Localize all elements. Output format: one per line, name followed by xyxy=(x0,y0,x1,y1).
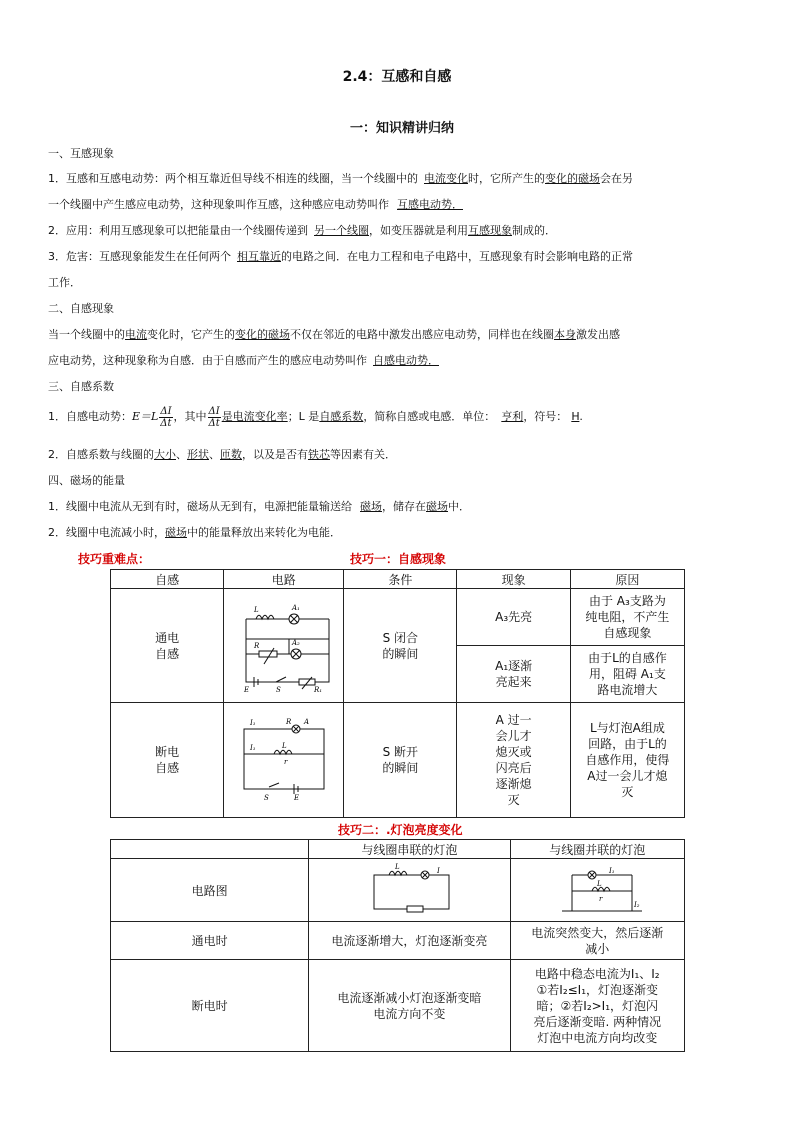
label-S: S xyxy=(275,686,281,694)
s4-heading: 四、磁场的能量 xyxy=(48,474,125,487)
s1-paragraph-1-cont: 一个线圈中产生感应电动势，这种现象叫作互感，这种感应电动势叫作 互感电动势． xyxy=(48,198,463,211)
row3-series: 电流逐渐减小灯泡逐渐变暗 电流方向不变 xyxy=(309,960,510,1052)
table2-header-row xyxy=(111,840,685,859)
off-phenomenon: A 过一 会儿才 熄灭或 闪亮后 逐渐熄 灭 xyxy=(457,703,570,818)
row2-parallel: 电流突然变大，然后逐渐 减小 xyxy=(510,922,684,960)
table1-header: 现象 xyxy=(457,570,570,589)
s2-line-1: 当一个线圈中的电流变化时，它产生的变化的磁场不仅在邻近的电路中激发出感应电动势，同样也在线圈本身激发出感 xyxy=(48,328,620,341)
on-reason-1: 由于 A₃支路为 纯电阻，不产生 自感现象 xyxy=(570,589,684,646)
on-phenomenon-2: A₁逐渐 亮起来 xyxy=(457,646,570,703)
label-R: R xyxy=(253,642,260,650)
off-label: 断电 自感 xyxy=(111,703,224,818)
table1-header: 条件 xyxy=(344,570,457,589)
s4-paragraph-2: 2．线圈中电流减小时，磁场中的能量释放出来转化为电能． xyxy=(48,526,341,539)
tip2-label: 技巧二：.灯泡亮度变化 xyxy=(338,823,463,837)
label-r: r xyxy=(599,894,603,903)
off-reason: L与灯泡A组成 回路，由于L的 自感作用，使得 A过一会儿才熄 灭 xyxy=(570,703,684,818)
table2-row xyxy=(111,859,685,922)
row2-series: 电流逐渐增大，灯泡逐渐变亮 xyxy=(309,922,510,960)
table1-row xyxy=(111,703,685,818)
bulb-brightness-table xyxy=(110,839,685,1052)
label-L: L xyxy=(395,862,400,871)
on-label: 通电 自感 xyxy=(111,589,224,703)
s1-paragraph-1: 1．互感和互感电动势：两个相互靠近但导线不相连的线圈，当一个线圈中的 电流变化时，它所产生的变化的磁场会在另 xyxy=(48,172,633,185)
s4-paragraph-1: 1．线圈中电流从无到有时，磁场从无到有，电源把能量输送给 磁场，储存在磁场中． xyxy=(48,500,470,513)
s1-paragraph-3-cont: 工作． xyxy=(48,276,81,289)
on-condition: S 闭合 的瞬间 xyxy=(344,589,457,703)
label-R1: R₁ xyxy=(313,686,322,694)
on-reason-2: 由于L的自感作 用，阻碍 A₁支 路电流增大 xyxy=(570,646,684,703)
table2-header: 与线圈并联的灯泡 xyxy=(510,840,684,859)
label-I1: I₁ xyxy=(249,718,256,727)
label-A1: A₁ xyxy=(291,604,300,612)
page-title: 2.4：互感和自感 xyxy=(342,69,452,85)
label-E: E xyxy=(293,793,299,802)
label-I2: I₂ xyxy=(634,900,640,909)
label-I: I xyxy=(437,866,441,875)
table2-row xyxy=(111,922,685,960)
s3-heading: 三、自感系数 xyxy=(48,380,114,393)
s1-paragraph-3: 3．危害：互感现象能发生在任何两个 相互靠近的电路之间．在电力工程和电子电路中，互感现象有时会影响电路的正常 xyxy=(48,250,633,263)
table2-header: 与线圈串联的灯泡 xyxy=(309,840,510,859)
table1-row xyxy=(111,589,685,646)
label-L: L xyxy=(281,741,287,750)
table2-header xyxy=(111,840,309,859)
label-r: r xyxy=(283,757,288,766)
row3-label: 断电时 xyxy=(111,960,309,1052)
s3-paragraph-1: 1．自感电动势：E＝L $\frac{\Delta I}{\Delta t}$ ，其中 $\frac{\Delta I}{\Delta t}$ 是电流变化率；L 是自感系数，简称自感或电感．单位： 亨利，符号： H. xyxy=(48,405,583,429)
row3-parallel: 电路中稳态电流为I₁、I₂ ①若I₂≤I₁，灯泡逐渐变 暗；②若I₂>I₁，灯泡闪 亮后逐渐变暗. 两种情况 灯泡中电流方向均改变 xyxy=(510,960,684,1052)
section-title: 一：知识精讲归纳 xyxy=(349,121,454,136)
row2-label: 通电时 xyxy=(111,922,309,960)
self-induction-table xyxy=(110,569,685,818)
row1-label: 电路图 xyxy=(111,859,309,922)
on-circuit-diagram xyxy=(234,594,334,694)
off-circuit-diagram xyxy=(234,714,334,804)
series-circuit-cell xyxy=(309,859,510,922)
label-I1: I₁ xyxy=(609,866,615,875)
label-S: S xyxy=(263,793,269,802)
s1-heading: 一、互感现象 xyxy=(48,147,114,160)
off-circuit-cell xyxy=(224,703,344,818)
label-L: L xyxy=(597,879,602,888)
label-I1: I₁ xyxy=(249,743,256,752)
table1-header: 自感 xyxy=(111,570,224,589)
series-circuit-diagram xyxy=(359,861,459,917)
rate-fraction: $\frac{\Delta I}{\Delta t}$ xyxy=(208,405,220,429)
table2-row xyxy=(111,960,685,1052)
formula-fraction: $\frac{\Delta I}{\Delta t}$ xyxy=(160,405,172,429)
label-A: A xyxy=(303,717,309,726)
parallel-circuit-cell xyxy=(510,859,684,922)
key-points-label: 技巧重难点： xyxy=(78,552,151,566)
label-A2: A₂ xyxy=(291,639,300,647)
table1-header: 电路 xyxy=(224,570,344,589)
label-L: L xyxy=(253,606,259,614)
tip1-label: 技巧一：自感现象 xyxy=(350,552,447,566)
s2-line-2: 应电动势，这种现象称为自感．由于自感而产生的感应电动势叫作 自感电动势． xyxy=(48,354,439,367)
on-circuit-cell xyxy=(224,589,344,703)
label-R: R xyxy=(285,717,292,726)
s1-paragraph-2: 2．应用：利用互感现象可以把能量由一个线圈传递到 另一个线圈，如变压器就是利用互感现象制成的． xyxy=(48,224,556,237)
table1-header-row xyxy=(111,570,685,589)
label-E: E xyxy=(243,686,249,694)
on-phenomenon-1: A₃先亮 xyxy=(457,589,570,646)
table1-header: 原因 xyxy=(570,570,684,589)
parallel-circuit-diagram xyxy=(547,861,647,917)
s3-paragraph-2: 2．自感系数与线圈的大小、形状、匝数，以及是否有铁芯等因素有关． xyxy=(48,448,396,461)
off-condition: S 断开 的瞬间 xyxy=(344,703,457,818)
s2-heading: 二、自感现象 xyxy=(48,302,114,315)
